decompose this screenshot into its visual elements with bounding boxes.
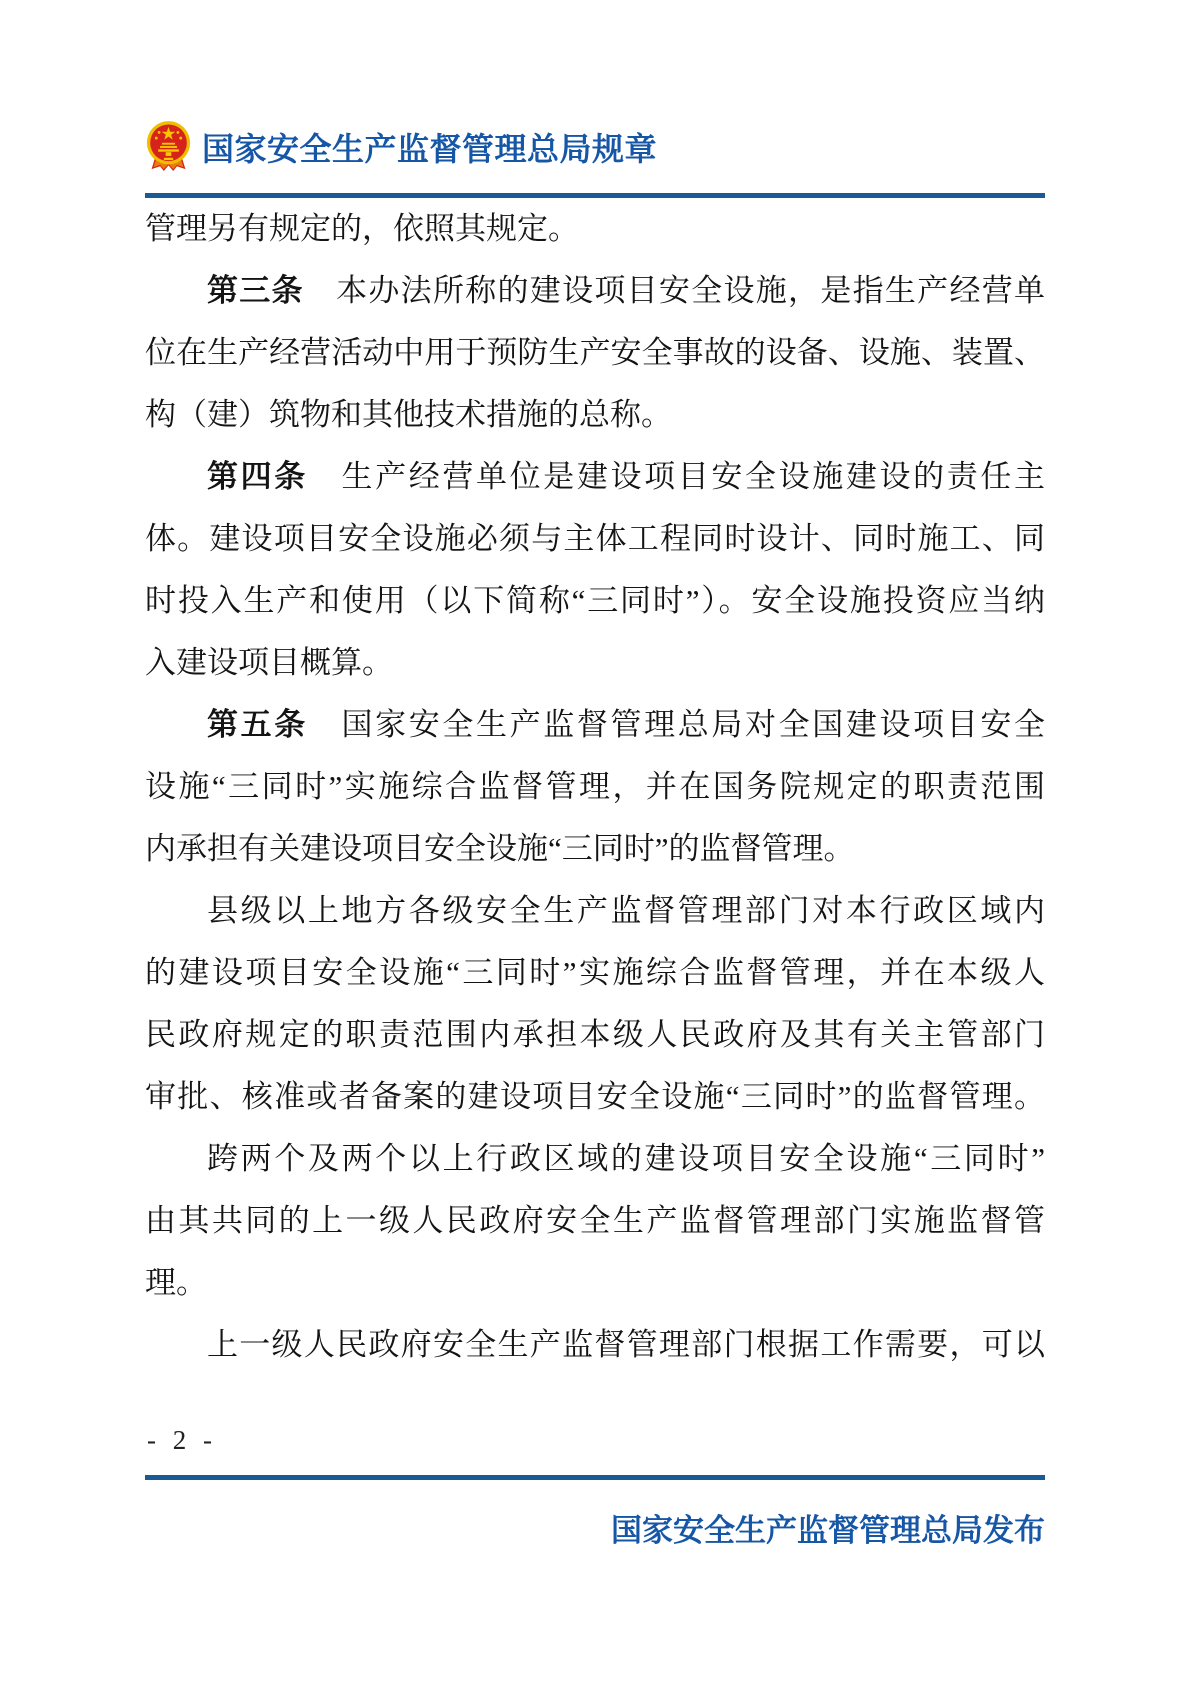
- article-number: 第四条: [207, 459, 308, 494]
- text-line: [145, 446, 1045, 508]
- line-text: 构（建）筑物和其他技术措施的总称。: [145, 397, 672, 432]
- text-line: [145, 880, 1045, 942]
- line-text: 体。建设项目安全设施必须与主体工程同时设计、同时施工、同: [145, 521, 1045, 556]
- text-line: [145, 1314, 1045, 1376]
- text-line: [145, 694, 1045, 756]
- line-text: 国家安全生产监督管理总局对全国建设项目安全: [307, 707, 1045, 742]
- line-text: 生产经营单位是建设项目安全设施建设的责任主: [307, 459, 1045, 494]
- publisher-line: 国家安全生产监督管理总局发布: [611, 1513, 1045, 1548]
- line-text: 民政府规定的职责范围内承担本级人民政府及其有关主管部门: [145, 1017, 1045, 1052]
- article-number: 第五条: [207, 707, 308, 742]
- text-line: [145, 1190, 1045, 1252]
- line-text: 时投入生产和使用（以下简称“三同时”）。安全设施投资应当纳: [145, 583, 1045, 618]
- text-line: [145, 818, 1045, 880]
- text-line: [145, 384, 1045, 446]
- text-line: [145, 1066, 1045, 1128]
- text-line: [145, 1252, 1045, 1314]
- text-line: [145, 756, 1045, 818]
- footer-rule: [145, 1475, 1045, 1480]
- text-line: [145, 198, 1045, 260]
- line-text: 本办法所称的建设项目安全设施，是指生产经营单: [303, 273, 1046, 308]
- line-text: 审批、核准或者备案的建设项目安全设施“三同时”的监督管理。: [145, 1079, 1046, 1114]
- line-text: 位在生产经营活动中用于预防生产安全事故的设备、设施、装置、: [145, 335, 1045, 370]
- header-row: [145, 118, 1045, 176]
- line-text: 设施“三同时”实施综合监督管理，并在国务院规定的职责范围: [145, 769, 1045, 804]
- body-text: [145, 198, 1045, 1376]
- text-line: [145, 1004, 1045, 1066]
- text-line: [145, 260, 1045, 322]
- text-line: [145, 942, 1045, 1004]
- line-text: 跨两个及两个以上行政区域的建设项目安全设施“三同时”: [207, 1141, 1045, 1176]
- line-text: 管理另有规定的，依照其规定。: [145, 211, 579, 246]
- article-number: 第三条: [207, 273, 304, 308]
- line-text: 的建设项目安全设施“三同时”实施综合监督管理，并在本级人: [145, 955, 1045, 990]
- china-national-emblem-icon: [145, 120, 192, 174]
- text-line: [145, 1128, 1045, 1190]
- header-title: 国家安全生产监督管理总局规章: [202, 131, 658, 167]
- line-text: 理。: [145, 1265, 207, 1300]
- line-text: 县级以上地方各级安全生产监督管理部门对本行政区域内: [207, 893, 1045, 928]
- text-line: [145, 508, 1045, 570]
- line-text: 入建设项目概算。: [145, 645, 393, 680]
- line-text: 内承担有关建设项目安全设施“三同时”的监督管理。: [145, 831, 855, 866]
- line-text: 由其共同的上一级人民政府安全生产监督管理部门实施监督管: [145, 1203, 1045, 1238]
- line-text: 上一级人民政府安全生产监督管理部门根据工作需要，可以: [207, 1327, 1045, 1362]
- text-line: [145, 632, 1045, 694]
- text-line: [145, 322, 1045, 384]
- text-line: [145, 570, 1045, 632]
- page-number: - 2 -: [147, 1425, 217, 1455]
